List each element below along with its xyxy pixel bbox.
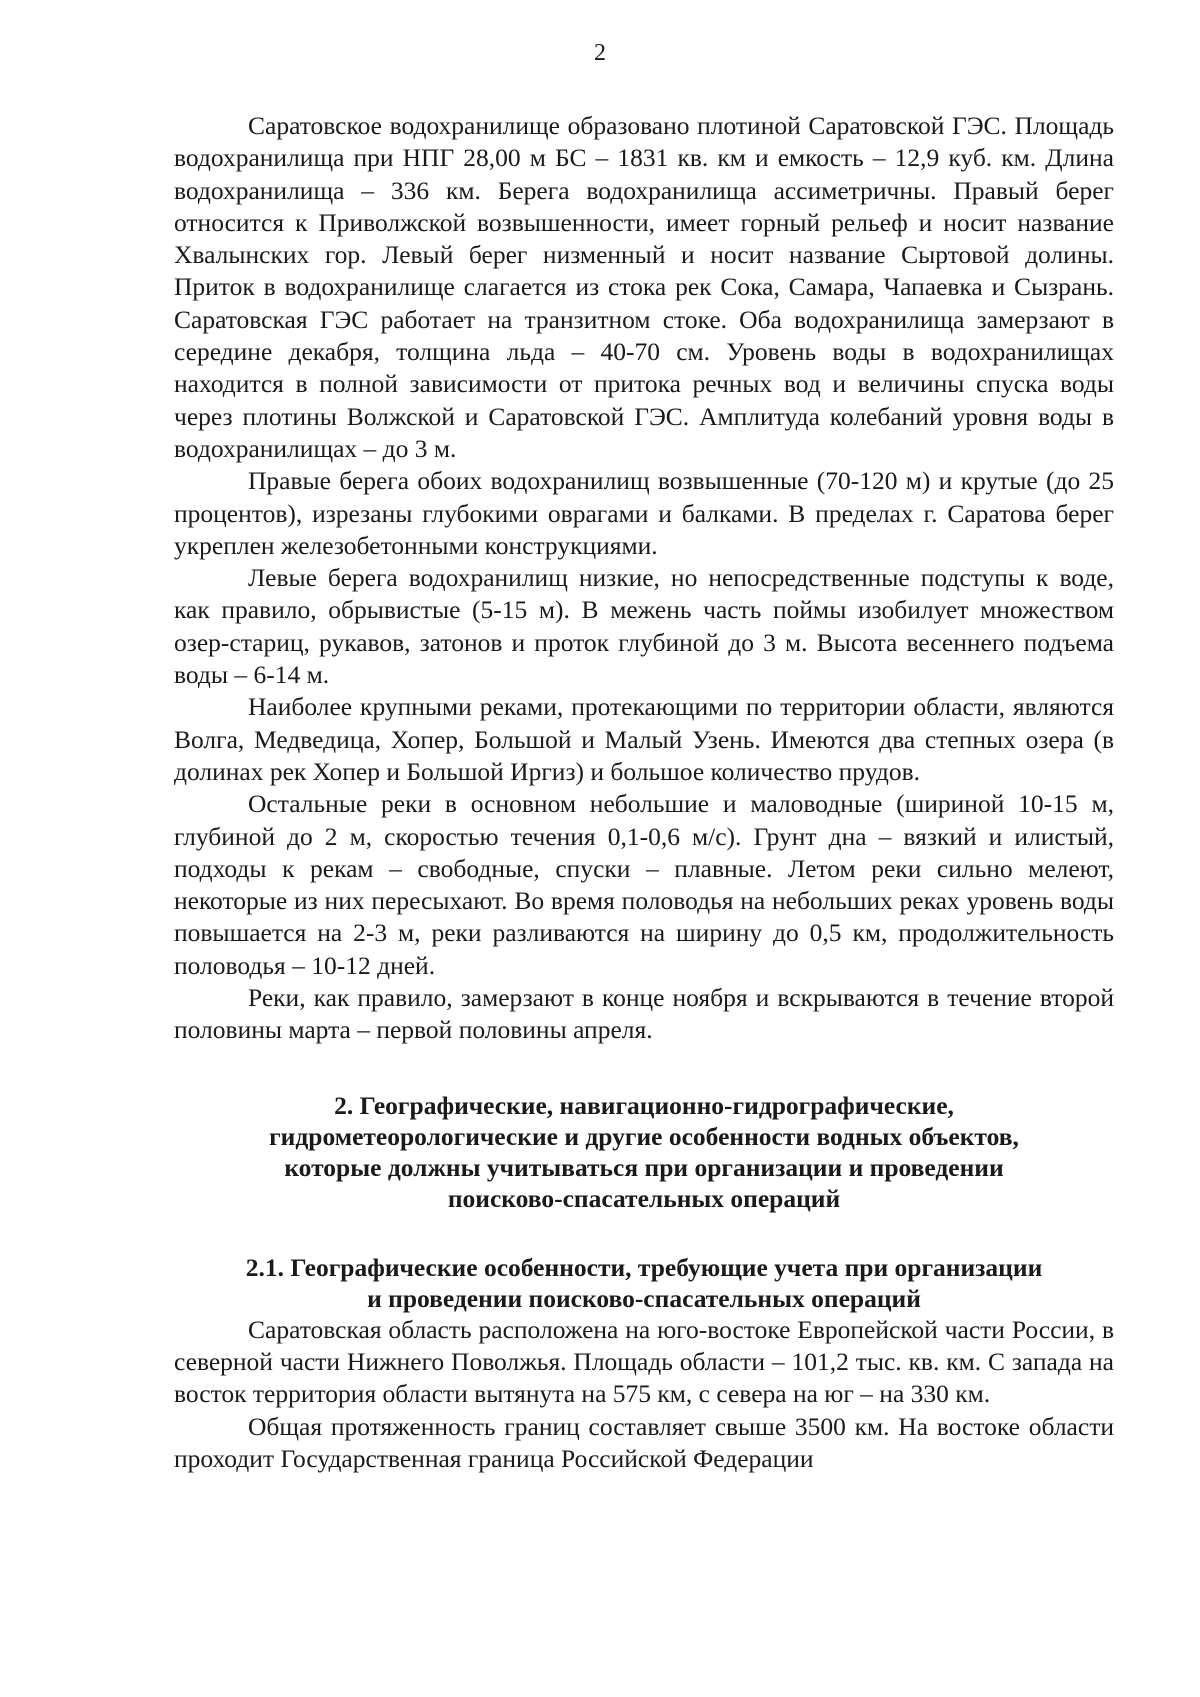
subsection-heading-line: и проведении поисково-спасательных операций <box>367 1283 921 1313</box>
section-heading-line: поисково-спасательных операций <box>447 1183 841 1213</box>
paragraph-borders: Общая протяженность границ составляет свыше 3500 км. На востоке области проходит Государственная граница Российской Федерации <box>174 1411 1114 1473</box>
section-heading <box>174 1090 1114 1214</box>
paragraph-region-location: Саратовская область расположена на юго-востоке Европейской части России, в северной части Нижнего Поволжья. Площадь области – 101,2 тыс. кв. км. С запада на восток территория области вытянута на 575 км, с севера на юг – на 330 км. <box>174 1314 1114 1409</box>
paragraph-major-rivers: Наиболее крупными реками, протекающими по территории области, являются Волга, Медведица, Хопер, Большой и Малый Узень. Имеются два степных озера (в долинах рек Хопер и Большой Иргиз) и большое количество прудов. <box>174 692 1114 786</box>
subsection-heading <box>174 1252 1114 1314</box>
paragraph-minor-rivers: Остальные реки в основном небольшие и маловодные (шириной 10-15 м, глубиной до 2 м, скоростью течения 0,1-0,6 м/с). Грунт дна – вязкий и илистый, подходы к рекам – свободные, спуски – плавные. Летом реки сильно мелеют, некоторые из них пересыхают. Во время половодья на небольших реках уровень воды повышается на 2-3 м, реки разливаются на ширину до 0,5 км, продолжительность половодья – 10-12 дней. <box>174 789 1114 980</box>
section-heading-line: которые должны учитываться при организации и проведении <box>284 1152 1004 1182</box>
paragraph-left-banks: Левые берега водохранилищ низкие, но непосредственные подступы к воде, как правило, обрывистые (5-15 м). В межень часть поймы изобилует множеством озер-стариц, рукавов, затонов и проток глубиной до 3 м. Высота весеннего подъема воды – 6-14 м. <box>174 563 1114 690</box>
subsection-heading-line: 2.1. Географические особенности, требующие учета при организации <box>245 1252 1043 1282</box>
section-heading-line: гидрометеорологические и другие особенности водных объектов, <box>269 1121 1019 1151</box>
paragraph-right-banks: Правые берега обоих водохранилищ возвышенные (70-120 м) и крутые (до 25 процентов), изрезаны глубокими оврагами и балками. В пределах г. Саратова берег укреплен железобетонными конструкциями. <box>174 466 1114 560</box>
section-heading-line: 2. Географические, навигационно-гидрографические, <box>334 1090 954 1120</box>
paragraph-reservoir: Саратовское водохранилище образовано плотиной Саратовской ГЭС. Площадь водохранилища при НПГ 28,00 м БС – 1831 кв. км и емкость – 12,9 куб. км. Длина водохранилища – 336 км. Берега водохранилища ассиметричны. Правый берег относится к Приволжской возвышенности, имеет горный рельеф и носит название Хвалынских гор. Левый берег низменный и носит название Сыртовой долины. Приток в водохранилище слагается из стока рек Сока, Самара, Чапаевка и Сызрань. Саратовская ГЭС работает на транзитном стоке. Оба водохранилища замерзают в середине декабря, толщина льда – 40-70 см. Уровень воды в водохранилищах находится в полной зависимости от притока речных вод и величины спуска воды через плотины Волжской и Саратовской ГЭС. Амплитуда колебаний уровня воды в водохранилищах – до 3 м. <box>174 111 1114 463</box>
paragraph-freezing: Реки, как правило, замерзают в конце ноября и вскрываются в течение второй половины марта – первой половины апреля. <box>174 983 1114 1045</box>
document-body <box>174 110 1114 1475</box>
page-number: 2 <box>594 40 606 66</box>
